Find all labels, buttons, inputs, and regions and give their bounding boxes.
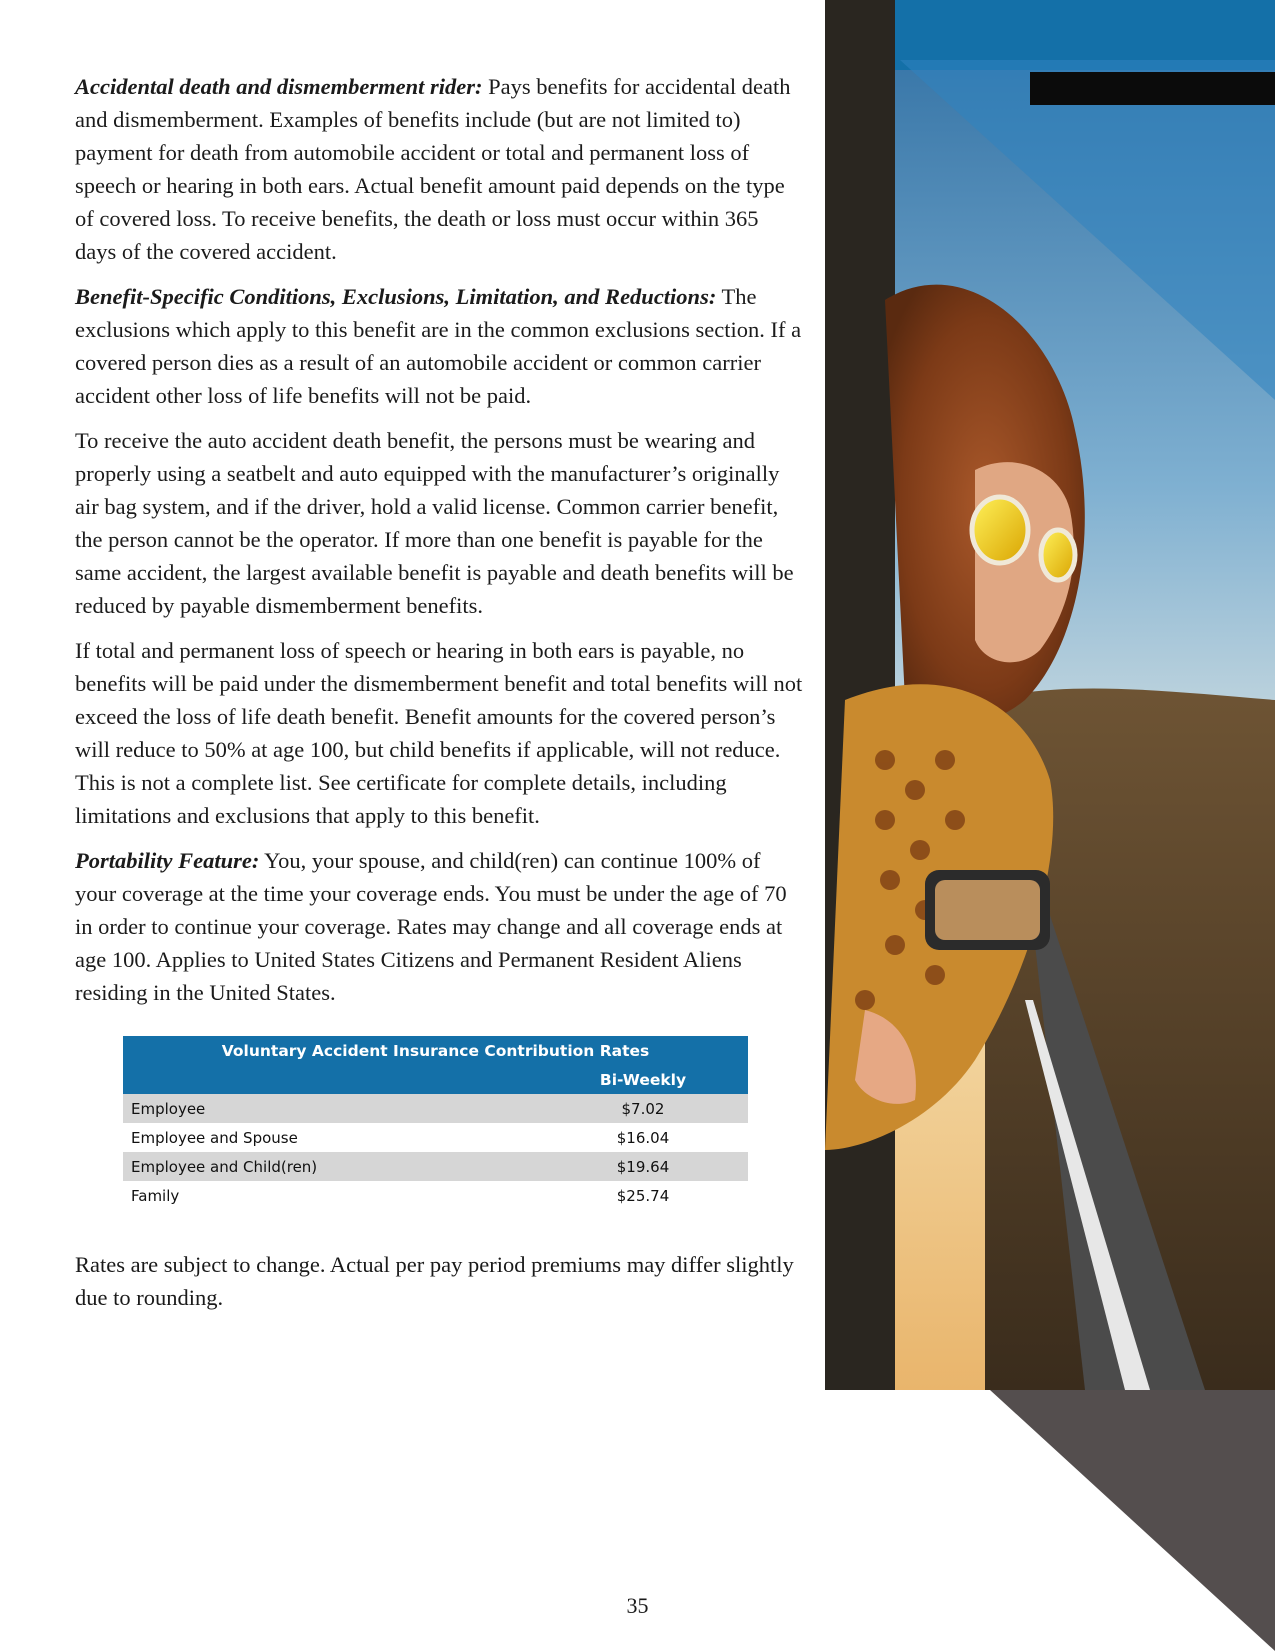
row-label: Employee and Spouse xyxy=(131,1128,298,1147)
lead-add-rider: Accidental death and dismemberment rider: xyxy=(75,74,483,99)
row-amount: $16.04 xyxy=(616,1128,670,1147)
contribution-rates-table xyxy=(123,1036,748,1210)
woman-leaning-out-window-photo xyxy=(825,0,1275,1390)
row-amount: $25.74 xyxy=(616,1186,670,1205)
table-title-row xyxy=(123,1036,748,1065)
sunglasses-right-lens xyxy=(1041,530,1075,580)
row-label: Family xyxy=(131,1186,180,1205)
body-portability: You, your spouse, and child(ren) can continue 100% of your coverage at the time your coverage ends. You must be under the age of 70 in order to continue your coverage. Rates may change and all coverage ends at age 100. Applies to United States Citizens and Permanent Resident Aliens residing in the United States. xyxy=(75,848,787,1005)
table-row xyxy=(123,1094,748,1123)
table-column-header-row xyxy=(123,1065,748,1094)
paragraph-conditions xyxy=(75,280,805,412)
table-empty-header xyxy=(123,1065,538,1094)
table-title: Voluntary Accident Insurance Contribution Rates xyxy=(123,1036,748,1065)
body-auto-accident: To receive the auto accident death benefit, the persons must be wearing and properly using a seatbelt and auto equipped with the manufacturer’s originally air bag system, and if the driver, hold a valid license. Common carrier benefit, the person cannot be the operator. If more than one benefit is payable for the same accident, the largest available benefit is payable and death benefits will be reduced by payable dismemberment benefits. xyxy=(75,428,794,618)
paragraph-add-rider xyxy=(75,70,805,268)
travel-photo xyxy=(825,0,1275,1390)
page-number: 35 xyxy=(626,1593,649,1618)
closing-note: Rates are subject to change. Actual per pay period premiums may differ slightly due to rounding. xyxy=(75,1252,794,1310)
lead-portability: Portability Feature: xyxy=(75,848,260,873)
paragraph-auto-accident xyxy=(75,424,805,622)
gray-corner-triangle xyxy=(990,1390,1275,1651)
row-amount: $7.02 xyxy=(538,1094,748,1123)
paragraph-loss-of-speech xyxy=(75,634,805,832)
table-row xyxy=(123,1123,748,1152)
table-row xyxy=(123,1152,748,1181)
row-label: Employee and Child(ren) xyxy=(123,1152,538,1181)
row-label: Employee xyxy=(123,1094,538,1123)
body-loss-of-speech: If total and permanent loss of speech or hearing in both ears is payable, no benefits will be paid under the dismemberment benefit and total benefits will not exceed the loss of life death benefit. Benefit amounts for the covered person’s will reduce to 50% at age 100, but child benefits if applicable, will not reduce. This is not a complete list. See certificate for complete details, including limitations and exclusions that apply to this benefit. xyxy=(75,638,803,828)
body-add-rider: Pays benefits for accidental death and dismemberment. Examples of benefits include (but are not limited to) payment for death from automobile accident or total and permanent loss of speech or hearing in both ears. Actual benefit amount paid depends on the type of covered loss. To receive benefits, the death or loss must occur within 365 days of the covered accident. xyxy=(75,74,791,264)
mirror-reflection xyxy=(935,880,1040,940)
table-row xyxy=(123,1181,748,1210)
row-amount: $19.64 xyxy=(538,1152,748,1181)
body-conditions: The exclusions which apply to this benefit are in the common exclusions section. If a covered person dies as a result of an automobile accident or common carrier accident other loss of life benefits will not be paid. xyxy=(75,284,802,408)
table-column-header-biweekly: Bi-Weekly xyxy=(538,1065,748,1094)
body-text xyxy=(75,70,805,1021)
paragraph-portability xyxy=(75,844,805,1009)
lead-conditions: Benefit-Specific Conditions, Exclusions, Limitation, and Reductions: xyxy=(75,284,717,309)
sunglasses-left-lens xyxy=(972,497,1028,563)
